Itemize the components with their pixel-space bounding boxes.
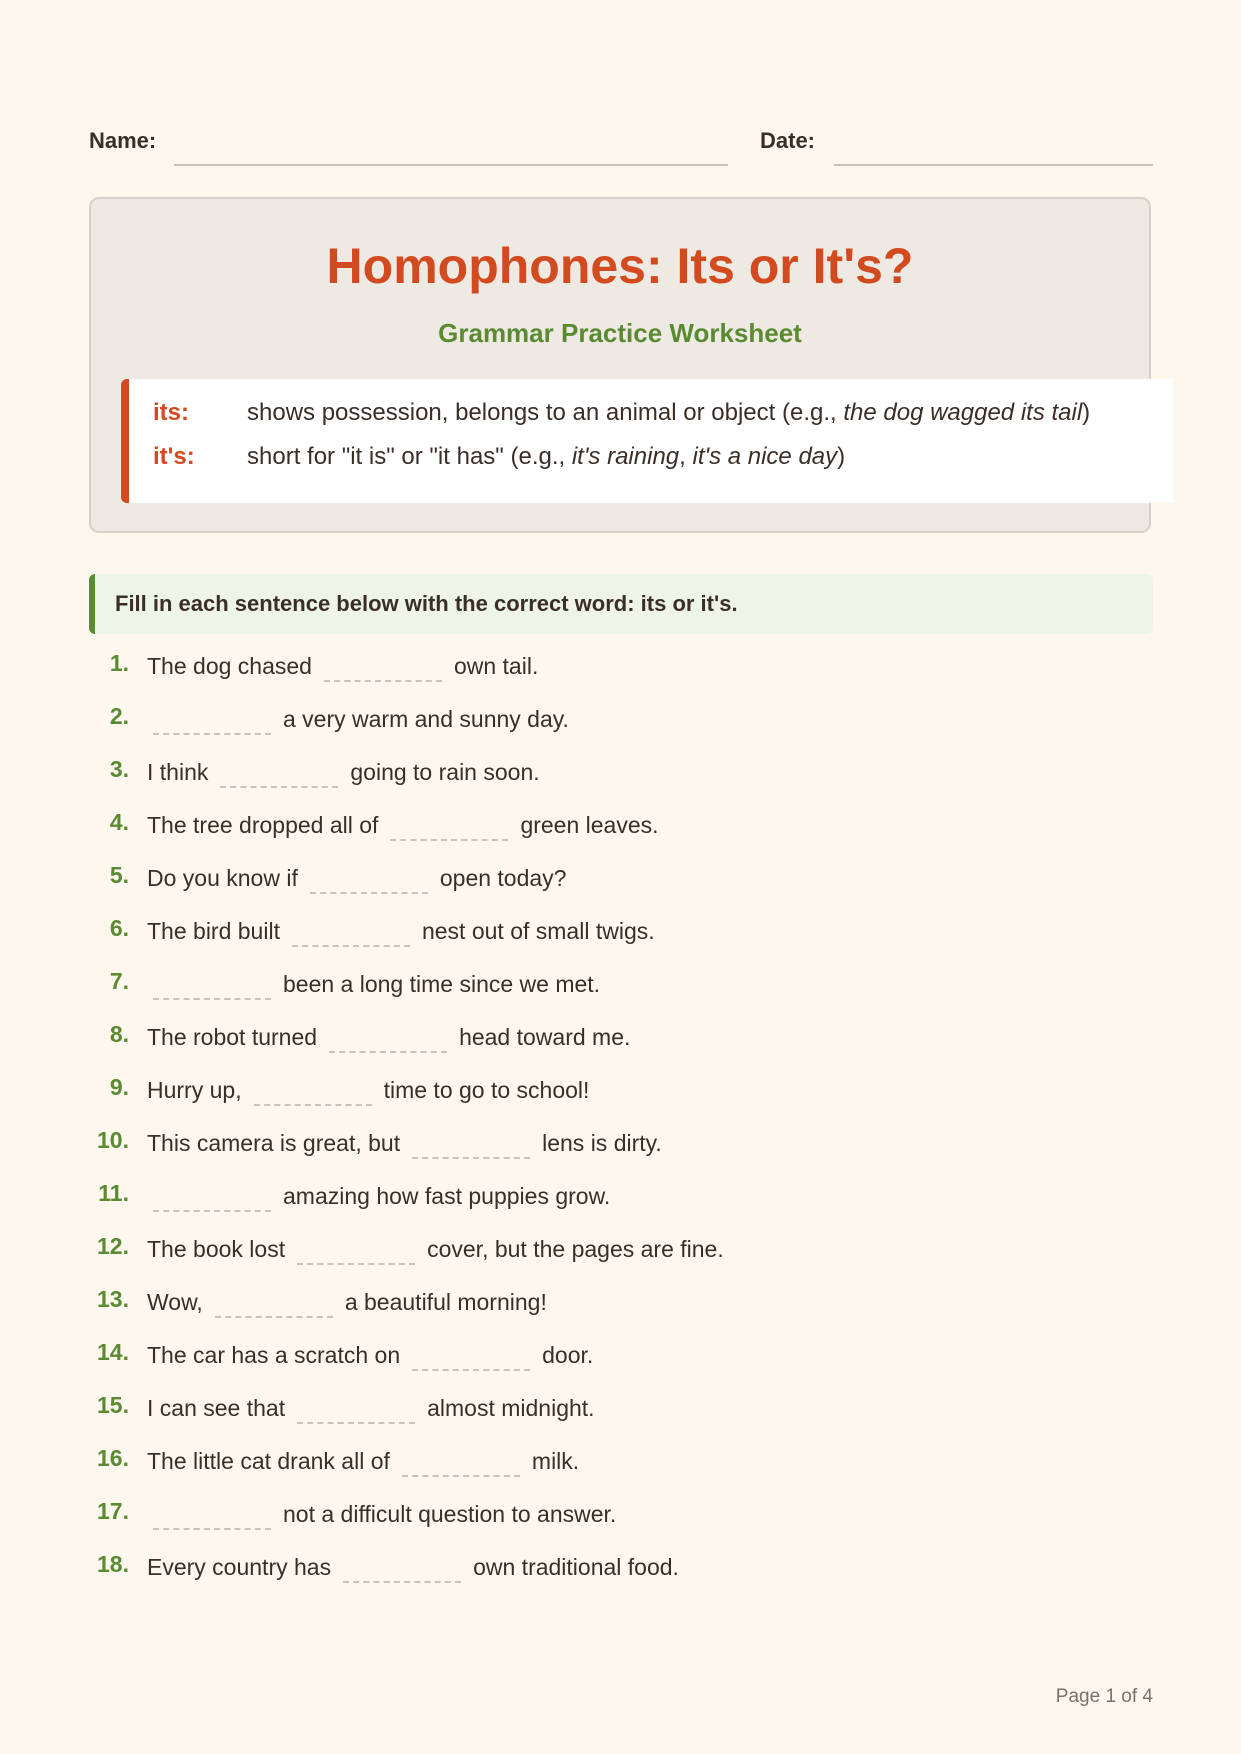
sentence-before-text: Do you know if — [147, 865, 298, 891]
question-number: 10. — [97, 1127, 129, 1153]
question-number: 1. — [109, 650, 129, 676]
sentence-before-text: The little cat drank all of — [147, 1448, 390, 1474]
answer-blank[interactable] — [343, 1559, 461, 1583]
answer-blank[interactable] — [215, 1294, 333, 1318]
sentence-after-text: lens is dirty. — [542, 1130, 662, 1156]
question-number: 15. — [97, 1392, 129, 1418]
sentence-after-text: a very warm and sunny day. — [283, 706, 569, 732]
sentence-after-text: head toward me. — [459, 1024, 631, 1050]
definition-example: it's raining — [571, 443, 680, 470]
sentence-after-text: open today? — [439, 865, 567, 891]
answer-blank[interactable] — [254, 1082, 372, 1106]
question-number: 8. — [109, 1021, 129, 1047]
answer-blank[interactable] — [153, 1506, 271, 1530]
answer-blank[interactable] — [297, 1241, 415, 1265]
sentence-after-text: a beautiful morning! — [344, 1289, 547, 1315]
question-sentence — [147, 1021, 630, 1051]
sentence-before-text: The tree dropped all of — [147, 812, 379, 838]
sentence-after-text: not a difficult question to answer. — [283, 1501, 617, 1527]
question-sentence — [147, 1127, 662, 1157]
question-number: 11. — [98, 1180, 129, 1206]
question-sentence — [147, 1180, 610, 1210]
sentence-before-text: I can see that — [147, 1395, 286, 1421]
question-sentence — [147, 1074, 589, 1104]
title-card — [89, 197, 1151, 533]
question-sentence — [147, 1392, 595, 1422]
question-sentence — [147, 809, 659, 839]
answer-blank[interactable] — [324, 658, 442, 682]
sentence-after-text: own tail. — [453, 653, 539, 679]
answer-blank[interactable] — [329, 1029, 447, 1053]
definition-example: it's a nice day — [692, 443, 838, 470]
question-number: 2. — [109, 703, 129, 729]
sentence-before-text: The car has a scratch on — [147, 1342, 401, 1368]
question-number: 14. — [97, 1339, 129, 1365]
answer-blank[interactable] — [292, 923, 410, 947]
worksheet-subtitle: Grammar Practice Worksheet — [438, 318, 802, 348]
question-sentence — [147, 968, 600, 998]
question-sentence — [147, 703, 569, 733]
page-number: Page 1 of 4 — [1055, 1686, 1153, 1707]
date-input-line[interactable] — [834, 164, 1153, 166]
definition-text: shows possession, belongs to an animal or object (e.g., the dog wagged its tail) — [247, 399, 1091, 426]
answer-blank[interactable] — [153, 976, 271, 1000]
student-info-header — [89, 124, 1153, 168]
question-sentence — [147, 862, 566, 892]
sentence-before-text: The robot turned — [147, 1024, 318, 1050]
question-sentence — [147, 1286, 547, 1316]
answer-blank[interactable] — [390, 817, 508, 841]
question-number: 6. — [109, 915, 129, 941]
instructions-bar — [89, 574, 1153, 634]
question-number: 7. — [109, 968, 129, 994]
question-sentence — [147, 650, 538, 680]
answer-blank[interactable] — [297, 1400, 415, 1424]
question-number: 4. — [109, 809, 129, 835]
question-sentence — [147, 915, 655, 945]
definition-example: the dog wagged its tail — [843, 399, 1083, 426]
answer-blank[interactable] — [412, 1135, 530, 1159]
instructions-text: Fill in each sentence below with the correct word: its or it's. — [115, 591, 738, 616]
sentence-after-text: door. — [542, 1342, 594, 1368]
sentence-before-text: This camera is great, but — [147, 1130, 401, 1156]
answer-blank[interactable] — [220, 764, 338, 788]
sentence-after-text: green leaves. — [520, 812, 659, 838]
question-number: 18. — [97, 1551, 129, 1577]
answer-blank[interactable] — [153, 711, 271, 735]
sentence-after-text: been a long time since we met. — [283, 971, 601, 997]
sentence-after-text: amazing how fast puppies grow. — [283, 1183, 611, 1209]
sentence-before-text: Wow, — [147, 1289, 203, 1315]
sentence-before-text: The bird built — [147, 918, 280, 944]
definition-term: its: — [153, 399, 189, 426]
answer-blank[interactable] — [153, 1188, 271, 1212]
question-number: 16. — [97, 1445, 129, 1471]
sentence-after-text: almost midnight. — [427, 1395, 595, 1421]
question-sentence — [147, 1445, 579, 1475]
definitions-box — [121, 379, 1173, 503]
question-number: 5. — [109, 862, 129, 888]
answer-blank[interactable] — [402, 1453, 520, 1477]
question-sentence — [147, 1339, 593, 1369]
question-sentence — [147, 1233, 724, 1263]
sentence-before-text: Every country has — [147, 1554, 332, 1580]
question-sentence — [147, 1498, 616, 1528]
name-input-line[interactable] — [174, 164, 728, 166]
sentence-after-text: time to go to school! — [383, 1077, 590, 1103]
question-number: 3. — [109, 756, 129, 782]
name-label: Name: — [89, 128, 157, 153]
definition-term: it's: — [153, 443, 195, 470]
sentence-before-text: The dog chased — [147, 653, 312, 679]
question-sentence — [147, 1551, 679, 1581]
sentence-after-text: milk. — [531, 1448, 580, 1474]
sentence-before-text: I think — [147, 759, 209, 785]
question-number: 12. — [97, 1233, 129, 1259]
sentence-after-text: going to rain soon. — [350, 759, 540, 785]
sentence-before-text: The book lost — [147, 1236, 286, 1262]
answer-blank[interactable] — [412, 1347, 530, 1371]
definition-text: short for "it is" or "it has" (e.g., it's raining, it's a nice day) — [247, 443, 846, 470]
question-number: 9. — [109, 1074, 129, 1100]
date-label: Date: — [760, 128, 816, 153]
sentence-after-text: nest out of small twigs. — [421, 918, 655, 944]
question-number: 13. — [97, 1286, 129, 1312]
question-number: 17. — [97, 1498, 129, 1524]
worksheet-title: Homophones: Its or It's? — [326, 238, 914, 294]
answer-blank[interactable] — [310, 870, 428, 894]
sentence-after-text: cover, but the pages are fine. — [427, 1236, 724, 1262]
sentence-before-text: Hurry up, — [147, 1077, 242, 1103]
question-sentence — [147, 756, 540, 786]
sentence-after-text: own traditional food. — [473, 1554, 679, 1580]
